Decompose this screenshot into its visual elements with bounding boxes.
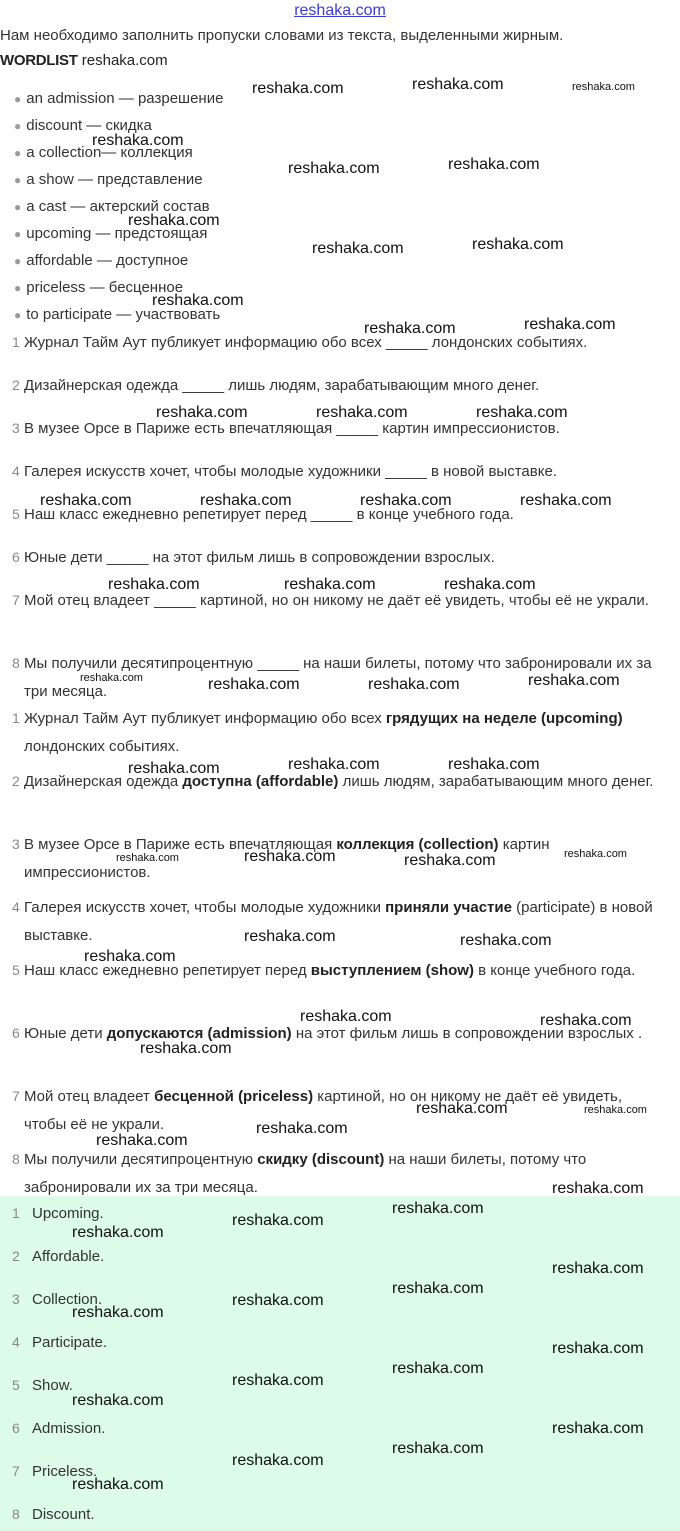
watermark: reshaka.com — [392, 1280, 484, 1297]
answer-item: 8 Discount. — [12, 1506, 95, 1523]
watermark: reshaka.com — [572, 81, 635, 93]
watermark: reshaka.com — [156, 404, 248, 421]
watermark: reshaka.com — [412, 76, 504, 93]
solution-item: 8 Мы получили десятипроцентную скидку (discount) на наши билеты, потому что забронировали их за три месяца. — [12, 1151, 587, 1196]
solution-item: 5 Наш класс ежедневно репетирует перед выступлением (show) в конце учебного года. — [12, 962, 636, 979]
solution-item: 7 Мой отец владеет бесценной (priceless) картиной, но он никому не даёт её увидеть, чтобы её не украли. — [12, 1088, 623, 1133]
wordlist-item: ● upcoming — предстоящая — [14, 225, 208, 242]
task-item: 3 В музее Орсе в Париже есть впечатляющая _____ картин импрессионистов. — [12, 420, 560, 437]
watermark: reshaka.com — [476, 404, 568, 421]
solution-item: 1 Журнал Тайм Аут публикует информацию обо всех грядущих на неделе (upcoming) лондонских событиях. — [12, 710, 623, 755]
answer-item: 4 Participate. — [12, 1334, 108, 1351]
wordlist-suffix: reshaka.com — [81, 52, 168, 69]
watermark: reshaka.com — [460, 932, 552, 949]
task-item: 4 Галерея искусств хочет, чтобы молодые художники _____ в новой выставке. — [12, 463, 557, 480]
solution-item: 4 Галерея искусств хочет, чтобы молодые художники приняли участие (participate) в новой выставке. — [12, 899, 653, 944]
solution-item: 2 Дизайнерская одежда доступна (affordable) лишь людям, зарабатывающим много денег. — [12, 773, 654, 790]
bullet-icon: ● — [14, 227, 22, 241]
watermark: reshaka.com — [40, 492, 132, 509]
watermark: reshaka.com — [528, 672, 620, 689]
watermark: reshaka.com — [524, 316, 616, 333]
wordlist-item: ● an admission — разрешение — [14, 90, 224, 107]
answer-item: 2 Affordable. — [12, 1248, 105, 1265]
watermark: reshaka.com — [392, 1200, 484, 1217]
bullet-icon: ● — [14, 308, 22, 322]
watermark: reshaka.com — [360, 492, 452, 509]
bullet-icon: ● — [14, 146, 22, 160]
watermark: reshaka.com — [584, 1104, 647, 1116]
watermark: reshaka.com — [520, 492, 612, 509]
watermark: reshaka.com — [200, 492, 292, 509]
watermark: reshaka.com — [232, 1452, 324, 1469]
watermark: reshaka.com — [316, 404, 408, 421]
bullet-icon: ● — [14, 92, 22, 106]
bullet-icon: ● — [14, 254, 22, 268]
watermark: reshaka.com — [288, 756, 380, 773]
watermark: reshaka.com — [312, 240, 404, 257]
wordlist-item: ● affordable — доступное — [14, 252, 189, 269]
watermark: reshaka.com — [392, 1440, 484, 1457]
watermark: reshaka.com — [416, 1100, 508, 1117]
task-item: 1 Журнал Тайм Аут публикует информацию обо всех _____ лондонских событиях. — [12, 334, 588, 351]
answer-item: 5 Show. — [12, 1377, 73, 1394]
watermark: reshaka.com — [472, 236, 564, 253]
watermark: reshaka.com — [96, 1132, 188, 1149]
answer-item: 6 Admission. — [12, 1420, 106, 1437]
solution-item: 6 Юные дети допускаются (admission) на этот фильм лишь в сопровождении взрослых . — [12, 1025, 643, 1042]
site-link[interactable]: reshaka.com — [294, 2, 386, 19]
wordlist-item: ● to participate — участвовать — [14, 306, 221, 323]
bullet-icon: ● — [14, 173, 22, 187]
wordlist-label: WORDLIST — [0, 52, 78, 69]
watermark: reshaka.com — [128, 760, 220, 777]
watermark: reshaka.com — [84, 948, 176, 965]
solution-item: 3 В музее Орсе в Париже есть впечатляющая коллекция (collection) картин импрессионистов. — [12, 836, 550, 881]
answer-item: 7 Priceless. — [12, 1463, 98, 1480]
intro-text: Нам необходимо заполнить пропуски словами из текста, выделенными жирным. — [0, 27, 564, 44]
watermark: reshaka.com — [152, 292, 244, 309]
watermark: reshaka.com — [284, 576, 376, 593]
watermark: reshaka.com — [404, 852, 496, 869]
watermark: reshaka.com — [72, 1304, 164, 1321]
watermark: reshaka.com — [552, 1420, 644, 1437]
answer-item: 1 Upcoming. — [12, 1205, 104, 1222]
watermark: reshaka.com — [116, 852, 179, 864]
watermark: reshaka.com — [72, 1476, 164, 1493]
watermark: reshaka.com — [564, 848, 627, 860]
task-item: 6 Юные дети _____ на этот фильм лишь в сопровождении взрослых. — [12, 549, 495, 566]
watermark: reshaka.com — [552, 1340, 644, 1357]
watermark: reshaka.com — [448, 156, 540, 173]
watermark: reshaka.com — [232, 1212, 324, 1229]
watermark: reshaka.com — [300, 1008, 392, 1025]
task-item: 2 Дизайнерская одежда _____ лишь людям, зарабатывающим много денег. — [12, 377, 540, 394]
watermark: reshaka.com — [552, 1260, 644, 1277]
watermark: reshaka.com — [540, 1012, 632, 1029]
bullet-icon: ● — [14, 119, 22, 133]
watermark: reshaka.com — [92, 132, 184, 149]
watermark: reshaka.com — [368, 676, 460, 693]
watermark: reshaka.com — [444, 576, 536, 593]
watermark: reshaka.com — [108, 576, 200, 593]
watermark: reshaka.com — [72, 1392, 164, 1409]
wordlist-item: ● a show — представление — [14, 171, 203, 188]
bullet-icon: ● — [14, 200, 22, 214]
watermark: reshaka.com — [244, 848, 336, 865]
wordlist-title — [0, 52, 168, 69]
wordlist-item: ● discount — скидка — [14, 117, 152, 134]
watermark: reshaka.com — [80, 672, 143, 684]
wordlist-item: ● a collection— коллекция — [14, 144, 193, 161]
answer-item: 3 Collection. — [12, 1291, 103, 1308]
watermark: reshaka.com — [256, 1120, 348, 1137]
wordlist-item: ● priceless — бесценное — [14, 279, 184, 296]
watermark: reshaka.com — [128, 212, 220, 229]
task-item: 8 Мы получили десятипроцентную _____ на наши билеты, потому что забронировали их за три месяца. — [12, 655, 652, 700]
watermark: reshaka.com — [72, 1224, 164, 1241]
watermark: reshaka.com — [288, 160, 380, 177]
watermark: reshaka.com — [364, 320, 456, 337]
watermark: reshaka.com — [448, 756, 540, 773]
watermark: reshaka.com — [244, 928, 336, 945]
watermark: reshaka.com — [552, 1180, 644, 1197]
watermark: reshaka.com — [232, 1372, 324, 1389]
wordlist-item: ● a cast — актерский состав — [14, 198, 210, 215]
watermark: reshaka.com — [208, 676, 300, 693]
watermark: reshaka.com — [232, 1292, 324, 1309]
task-item: 7 Мой отец владеет _____ картиной, но он никому не даёт её увидеть, чтобы её не украли. — [12, 592, 649, 609]
task-item: 5 Наш класс ежедневно репетирует перед _____ в конце учебного года. — [12, 506, 514, 523]
watermark: reshaka.com — [140, 1040, 232, 1057]
watermark: reshaka.com — [392, 1360, 484, 1377]
watermark: reshaka.com — [252, 80, 344, 97]
bullet-icon: ● — [14, 281, 22, 295]
